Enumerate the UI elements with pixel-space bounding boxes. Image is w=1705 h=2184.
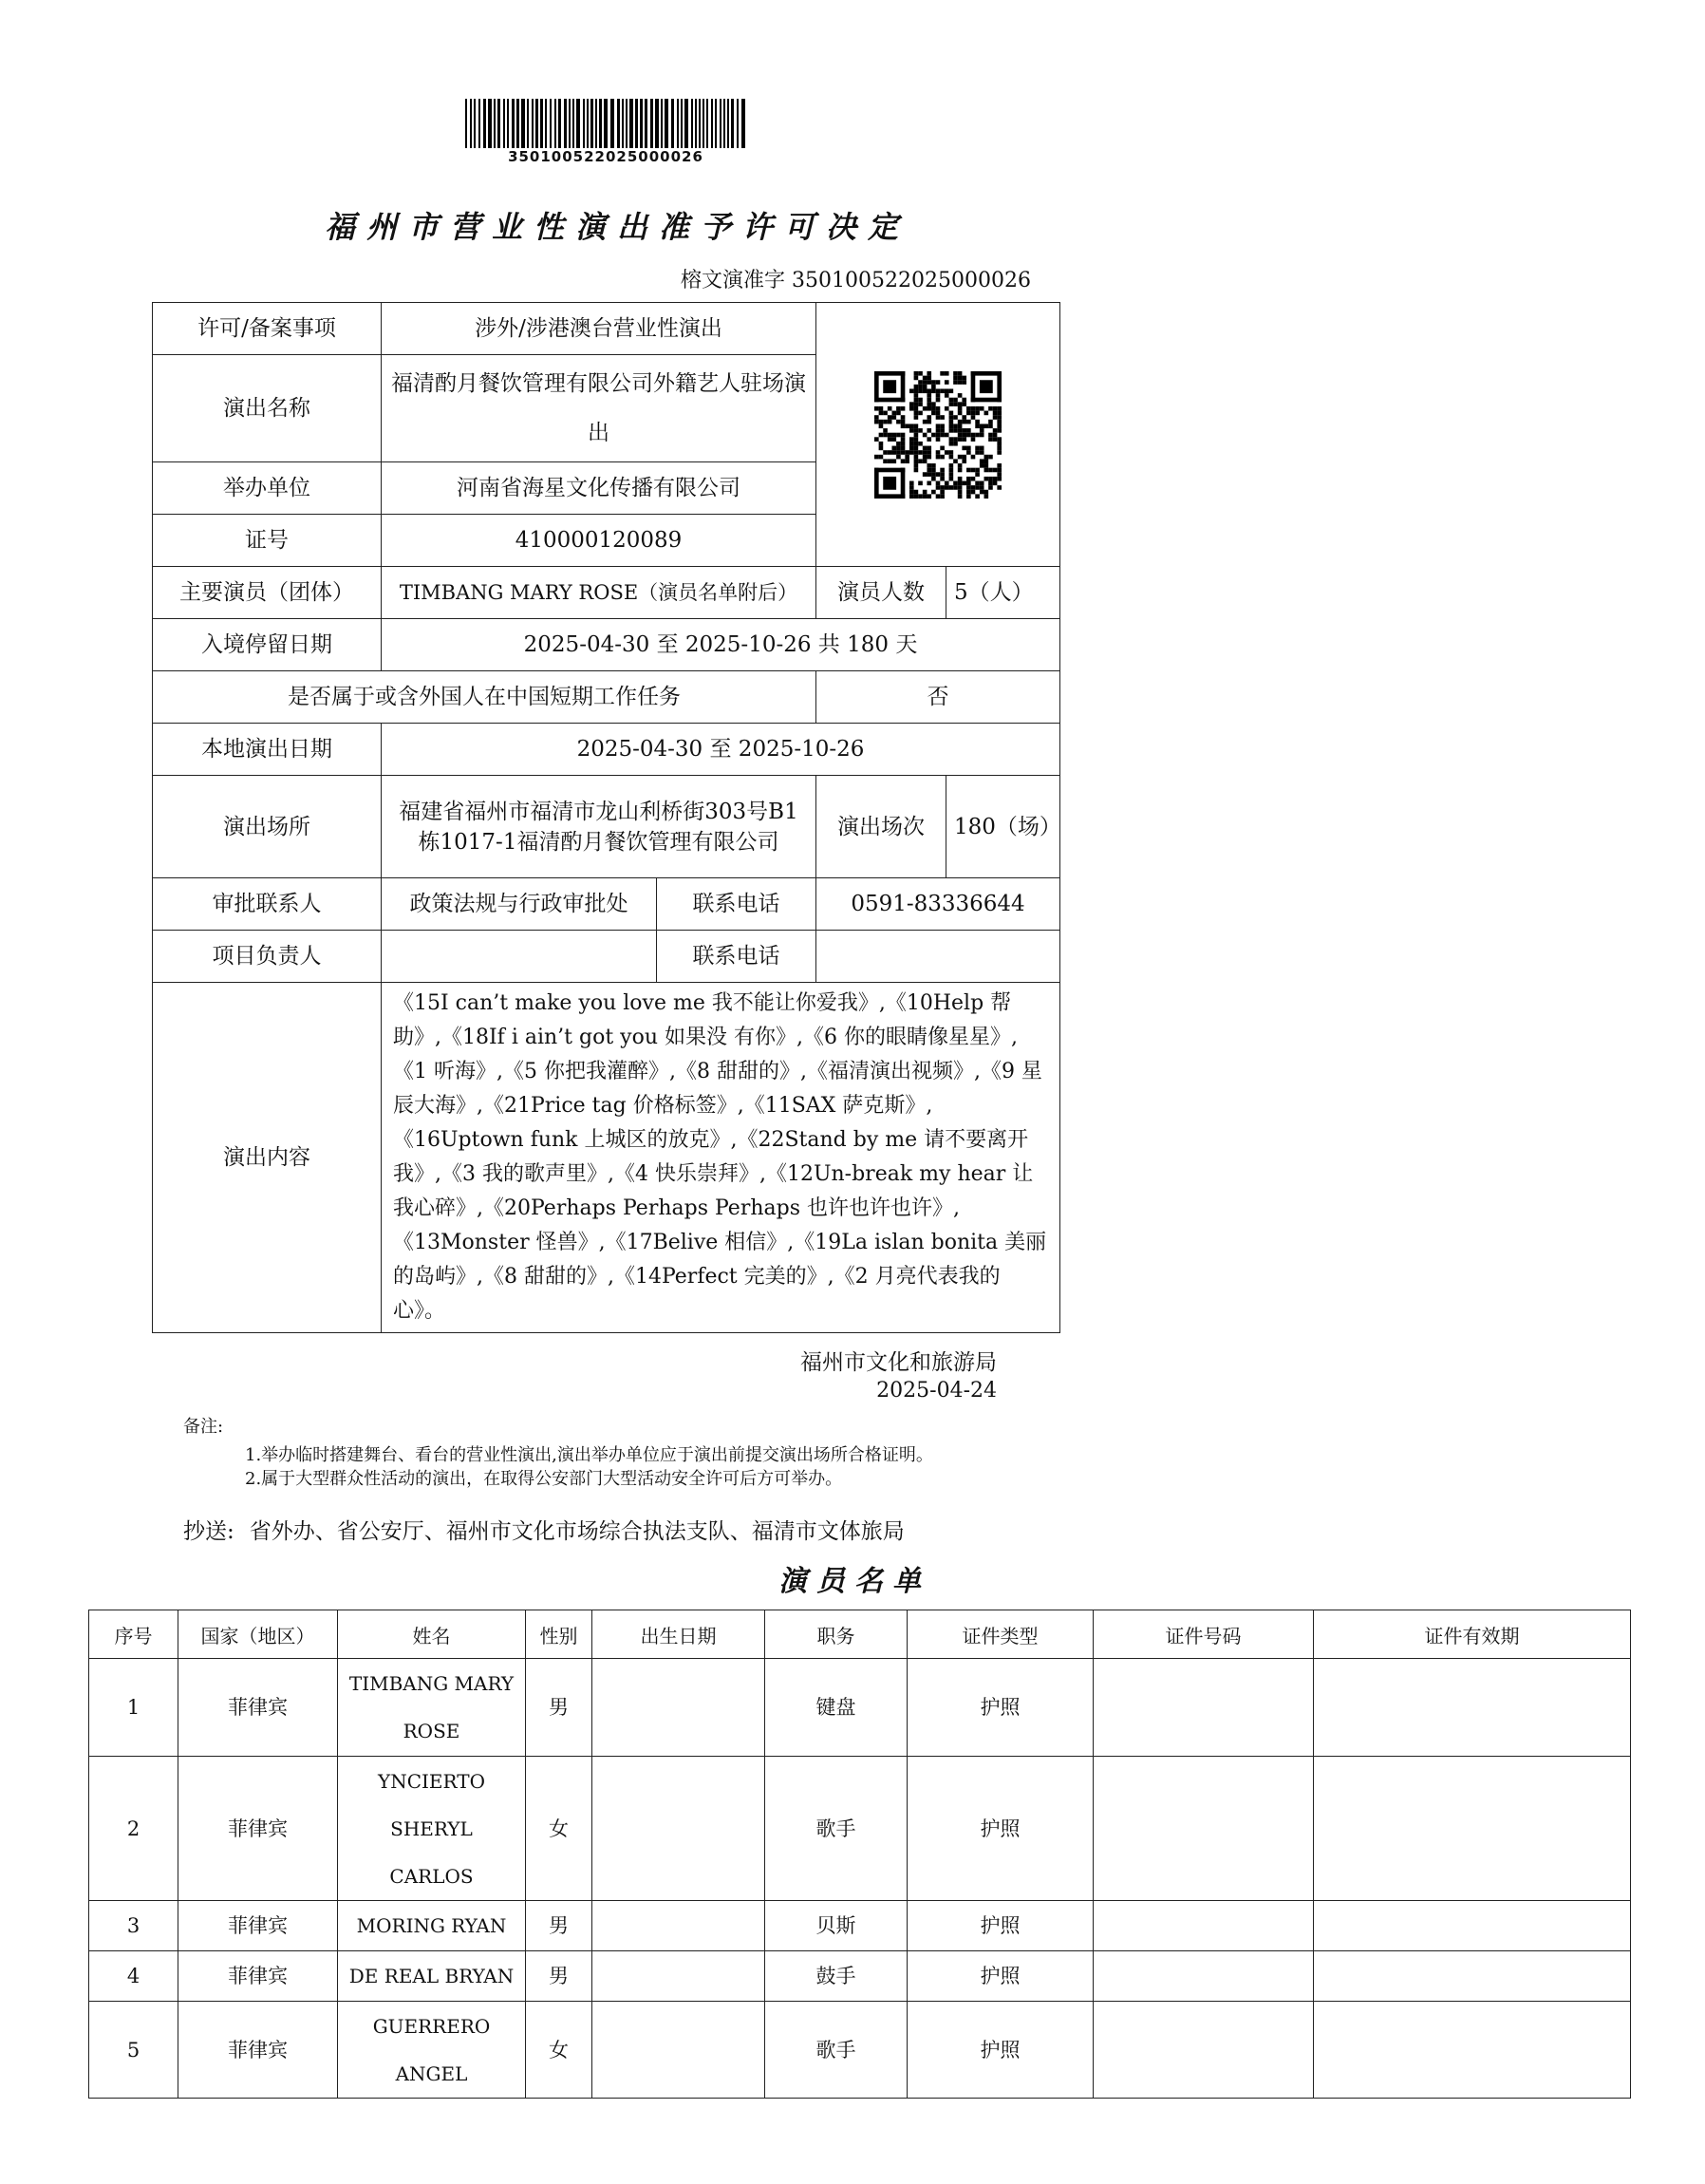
cc-label: 抄送: — [183, 1519, 234, 1544]
content-value: 《15I can’t make you love me 我不能让你爱我》,《10Help 帮助》,《18If i ain’t got you 如果没 有你》,《6 你的眼睛像星星》,《1 听海》,《5 你把我灌醉》,《8 甜甜的》,《福清演出视频》,《9 星辰大海》,《21Price tag 价格标签》,《11SAX 萨克斯》,《16Uptown funk 上城区的放克》,《22Stand by me 请不要离开我》,《3 我的歌声里》,《4 快乐崇拜》,《12Un-break my hear 让我心碎》,《20Perhaps Perhaps Perhaps 也许也许也许》,《13Monster 怪兽》,《17Belive 相信》,《19La islan bonita 美丽的岛屿》,《8 甜甜的》,《14Perfect 完美的》,《2 月亮代表我的心》。 — [382, 983, 1060, 1333]
name-label: 演出名称 — [153, 355, 382, 462]
table-row — [89, 1901, 1631, 1951]
local-date-label: 本地演出日期 — [153, 724, 382, 776]
shortterm-label: 是否属于或含外国人在中国短期工作任务 — [153, 671, 816, 724]
cell-country: 菲律宾 — [178, 1901, 338, 1951]
cell-role: 歌手 — [765, 2002, 908, 2099]
cell-id-valid — [1314, 2002, 1631, 2099]
organizer-value: 河南省海星文化传播有限公司 — [382, 462, 816, 515]
cell-gender: 男 — [526, 1659, 592, 1757]
cell-country: 菲律宾 — [178, 1951, 338, 2002]
roster-title: 演员名单 — [778, 1565, 930, 1598]
col-header-name: 姓名 — [338, 1610, 526, 1659]
cell-name: YNCIERTO SHERYL CARLOS — [338, 1757, 526, 1901]
table-row — [89, 1659, 1631, 1757]
issue-date: 2025-04-24 — [876, 1379, 997, 1403]
cell-id-valid — [1314, 1757, 1631, 1901]
qr-code-cell — [816, 303, 1060, 567]
cell-country: 菲律宾 — [178, 1757, 338, 1901]
barcode-number: 350100522025000026 — [508, 148, 703, 165]
entry-label: 入境停留日期 — [153, 619, 382, 671]
col-header-no: 序号 — [89, 1610, 178, 1659]
cell-country: 菲律宾 — [178, 1659, 338, 1757]
cell-id-no — [1094, 1951, 1314, 2002]
col-header-id-type: 证件类型 — [908, 1610, 1094, 1659]
cell-id-valid — [1314, 1951, 1631, 2002]
note-item: 1.举办临时搭建舞台、看台的营业性演出,演出举办单位应于演出前提交演出场所合格证明。 — [245, 1445, 933, 1465]
table-row — [89, 2002, 1631, 2099]
cell-gender: 女 — [526, 1757, 592, 1901]
cert-value: 410000120089 — [382, 515, 816, 567]
phone2-label: 联系电话 — [657, 931, 816, 983]
table-row — [89, 1951, 1631, 2002]
cell-gender: 男 — [526, 1951, 592, 2002]
organizer-label: 举办单位 — [153, 462, 382, 515]
cell-role: 鼓手 — [765, 1951, 908, 2002]
cell-name: GUERRERO ANGEL — [338, 2002, 526, 2099]
cell-name: MORING RYAN — [338, 1901, 526, 1951]
cell-id-no — [1094, 1757, 1314, 1901]
phone-value: 0591-83336644 — [816, 878, 1060, 931]
roster-table — [88, 1610, 1631, 2099]
cell-no: 4 — [89, 1951, 178, 2002]
cell-id-type: 护照 — [908, 1757, 1094, 1901]
cell-no: 5 — [89, 2002, 178, 2099]
local-date-value: 2025-04-30 至 2025-10-26 — [382, 724, 1060, 776]
cell-id-valid — [1314, 1659, 1631, 1757]
approver-value: 政策法规与行政审批处 — [382, 878, 657, 931]
cc-line — [183, 1514, 905, 1545]
performer-value: TIMBANG MARY ROSE（演员名单附后） — [382, 567, 816, 619]
document-number: 榕文演准字 350100522025000026 — [681, 269, 1031, 292]
cell-role: 贝斯 — [765, 1901, 908, 1951]
count-label: 演员人数 — [816, 567, 946, 619]
cell-birth — [592, 1757, 765, 1901]
venue-label: 演出场所 — [153, 776, 382, 878]
cell-no: 3 — [89, 1901, 178, 1951]
manager-value — [382, 931, 657, 983]
sessions-value: 180（场） — [946, 776, 1060, 878]
cell-id-no — [1094, 1659, 1314, 1757]
cell-birth — [592, 1951, 765, 2002]
cell-role: 歌手 — [765, 1757, 908, 1901]
cell-name: TIMBANG MARY ROSE — [338, 1659, 526, 1757]
cert-label: 证号 — [153, 515, 382, 567]
qr-code — [874, 371, 1002, 499]
cell-birth — [592, 1901, 765, 1951]
col-header-role: 职务 — [765, 1610, 908, 1659]
notes-label: 备注: — [183, 1417, 224, 1437]
note-item: 2.属于大型群众性活动的演出，在取得公安部门大型活动安全许可后方可举办。 — [245, 1469, 843, 1489]
phone2-value — [816, 931, 1060, 983]
col-header-id-valid: 证件有效期 — [1314, 1610, 1631, 1659]
cell-id-no — [1094, 1901, 1314, 1951]
entry-value: 2025-04-30 至 2025-10-26 共 180 天 — [382, 619, 1060, 671]
table-row — [89, 1757, 1631, 1901]
cell-country: 菲律宾 — [178, 2002, 338, 2099]
cell-name: DE REAL BRYAN — [338, 1951, 526, 2002]
approver-label: 审批联系人 — [153, 878, 382, 931]
performer-label: 主要演员（团体） — [153, 567, 382, 619]
cc-value: 省外办、省公安厅、福州市文化市场综合执法支队、福清市文体旅局 — [249, 1519, 905, 1544]
content-label: 演出内容 — [153, 983, 382, 1333]
col-header-gender: 性别 — [526, 1610, 592, 1659]
sessions-label: 演出场次 — [816, 776, 946, 878]
count-value: 5（人） — [946, 567, 1060, 619]
cell-no: 2 — [89, 1757, 178, 1901]
cell-id-valid — [1314, 1901, 1631, 1951]
col-header-country: 国家（地区） — [178, 1610, 338, 1659]
cell-role: 键盘 — [765, 1659, 908, 1757]
cell-id-type: 护照 — [908, 1659, 1094, 1757]
document-title: 福州市营业性演出准予许可决定 — [324, 209, 909, 245]
permit-table — [152, 302, 1060, 1333]
col-header-birth: 出生日期 — [592, 1610, 765, 1659]
item-value: 涉外/涉港澳台营业性演出 — [382, 303, 816, 355]
cell-gender: 女 — [526, 2002, 592, 2099]
cell-id-type: 护照 — [908, 1951, 1094, 2002]
name-value: 福清酌月餐饮管理有限公司外籍艺人驻场演出 — [382, 355, 816, 462]
cell-no: 1 — [89, 1659, 178, 1757]
col-header-id-no: 证件号码 — [1094, 1610, 1314, 1659]
cell-id-no — [1094, 2002, 1314, 2099]
issuing-authority: 福州市文化和旅游局 — [800, 1350, 997, 1375]
cell-id-type: 护照 — [908, 1901, 1094, 1951]
shortterm-value: 否 — [816, 671, 1060, 724]
phone-label: 联系电话 — [657, 878, 816, 931]
cell-birth — [592, 1659, 765, 1757]
cell-birth — [592, 2002, 765, 2099]
cell-gender: 男 — [526, 1901, 592, 1951]
venue-value: 福建省福州市福清市龙山利桥街303号B1栋1017-1福清酌月餐饮管理有限公司 — [382, 776, 816, 878]
manager-label: 项目负责人 — [153, 931, 382, 983]
cell-id-type: 护照 — [908, 2002, 1094, 2099]
barcode — [465, 99, 746, 148]
item-label: 许可/备案事项 — [153, 303, 382, 355]
